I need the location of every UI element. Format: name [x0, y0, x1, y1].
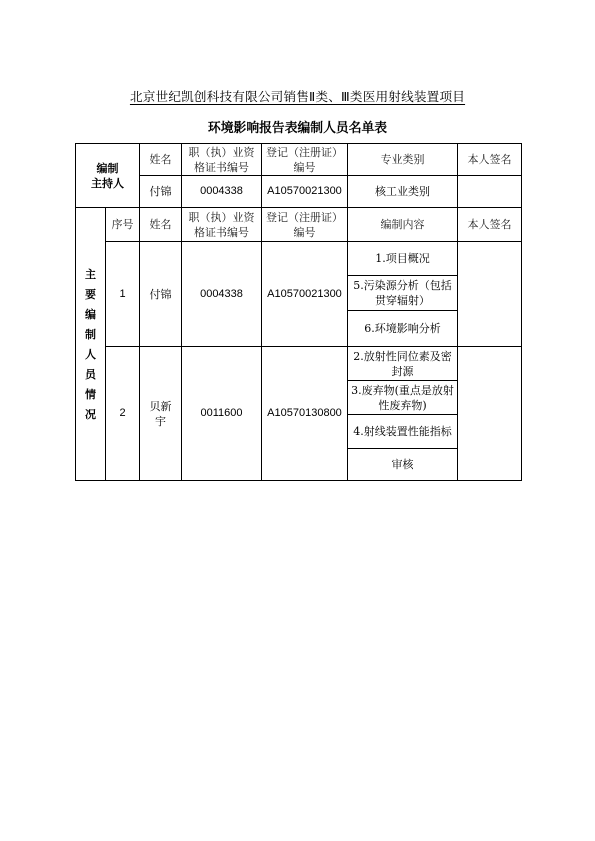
host-major: 核工业类别: [348, 176, 458, 208]
staff-label-char: 编: [85, 308, 96, 321]
staff-1-content-3: 6.环境影响分析: [348, 311, 458, 347]
host-signature[interactable]: [458, 176, 522, 208]
host-header-name: 姓名: [140, 144, 182, 176]
staff-2-seq: 2: [106, 347, 140, 481]
staff-2-name-text: 贝新宇: [149, 399, 172, 428]
staff-1-signature[interactable]: [458, 242, 522, 347]
host-header-cert: 职（执）业资格证书编号: [182, 144, 262, 176]
staff-2-content-3: 4.射线装置性能指标: [348, 415, 458, 449]
host-reg: A10570021300: [262, 176, 348, 208]
host-header-signature: 本人签名: [458, 144, 522, 176]
host-cert: 0004338: [182, 176, 262, 208]
staff-1-cert: 0004338: [182, 242, 262, 347]
staff-1-seq: 1: [106, 242, 140, 347]
staff-header-seq: 序号: [106, 208, 140, 242]
host-header-reg: 登记（注册证）编号: [262, 144, 348, 176]
staff-2-name: [140, 347, 182, 481]
host-label-text: 编制 主持人: [91, 161, 124, 190]
staff-header-content: 编制内容: [348, 208, 458, 242]
table-title: 环境影响报告表编制人员名单表: [207, 121, 388, 136]
staff-2-cert: 0011600: [182, 347, 262, 481]
staff-label-char: 员: [85, 368, 96, 381]
staff-1-content-1: 1.项目概况: [348, 242, 458, 276]
staff-label-char: 主: [85, 268, 96, 281]
staff-label-char: 人: [85, 348, 96, 361]
staff-1-content-2: 5.污染源分析（包括贯穿辐射）: [348, 276, 458, 311]
staff-header-cert: 职（执）业资格证书编号: [182, 208, 262, 242]
staff-1-name: 付锦: [140, 242, 182, 347]
staff-2-content-1: 2.放射性同位素及密封源: [348, 347, 458, 381]
staff-list-table: [75, 143, 522, 481]
staff-2-content-2: 3.废弃物(重点是放射性废弃物): [348, 381, 458, 415]
staff-label-char: 况: [85, 408, 96, 421]
staff-header-reg: 登记（注册证）编号: [262, 208, 348, 242]
host-header-major: 专业类别: [348, 144, 458, 176]
staff-label-char: 情: [85, 388, 96, 401]
host-name: 付锦: [140, 176, 182, 208]
staff-section-label: [76, 208, 106, 481]
staff-section-label-text: [78, 265, 103, 425]
host-label: [76, 144, 140, 208]
staff-header-signature: 本人签名: [458, 208, 522, 242]
staff-2-signature[interactable]: [458, 347, 522, 481]
staff-2-content-4: 审核: [348, 449, 458, 481]
staff-label-char: 要: [85, 288, 96, 301]
staff-header-name: 姓名: [140, 208, 182, 242]
staff-1-reg: A10570021300: [262, 242, 348, 347]
staff-label-char: 制: [85, 328, 96, 341]
project-title: 北京世纪凯创科技有限公司销售Ⅱ类、Ⅲ类医用射线装置项目: [129, 89, 466, 104]
staff-2-reg: A10570130800: [262, 347, 348, 481]
